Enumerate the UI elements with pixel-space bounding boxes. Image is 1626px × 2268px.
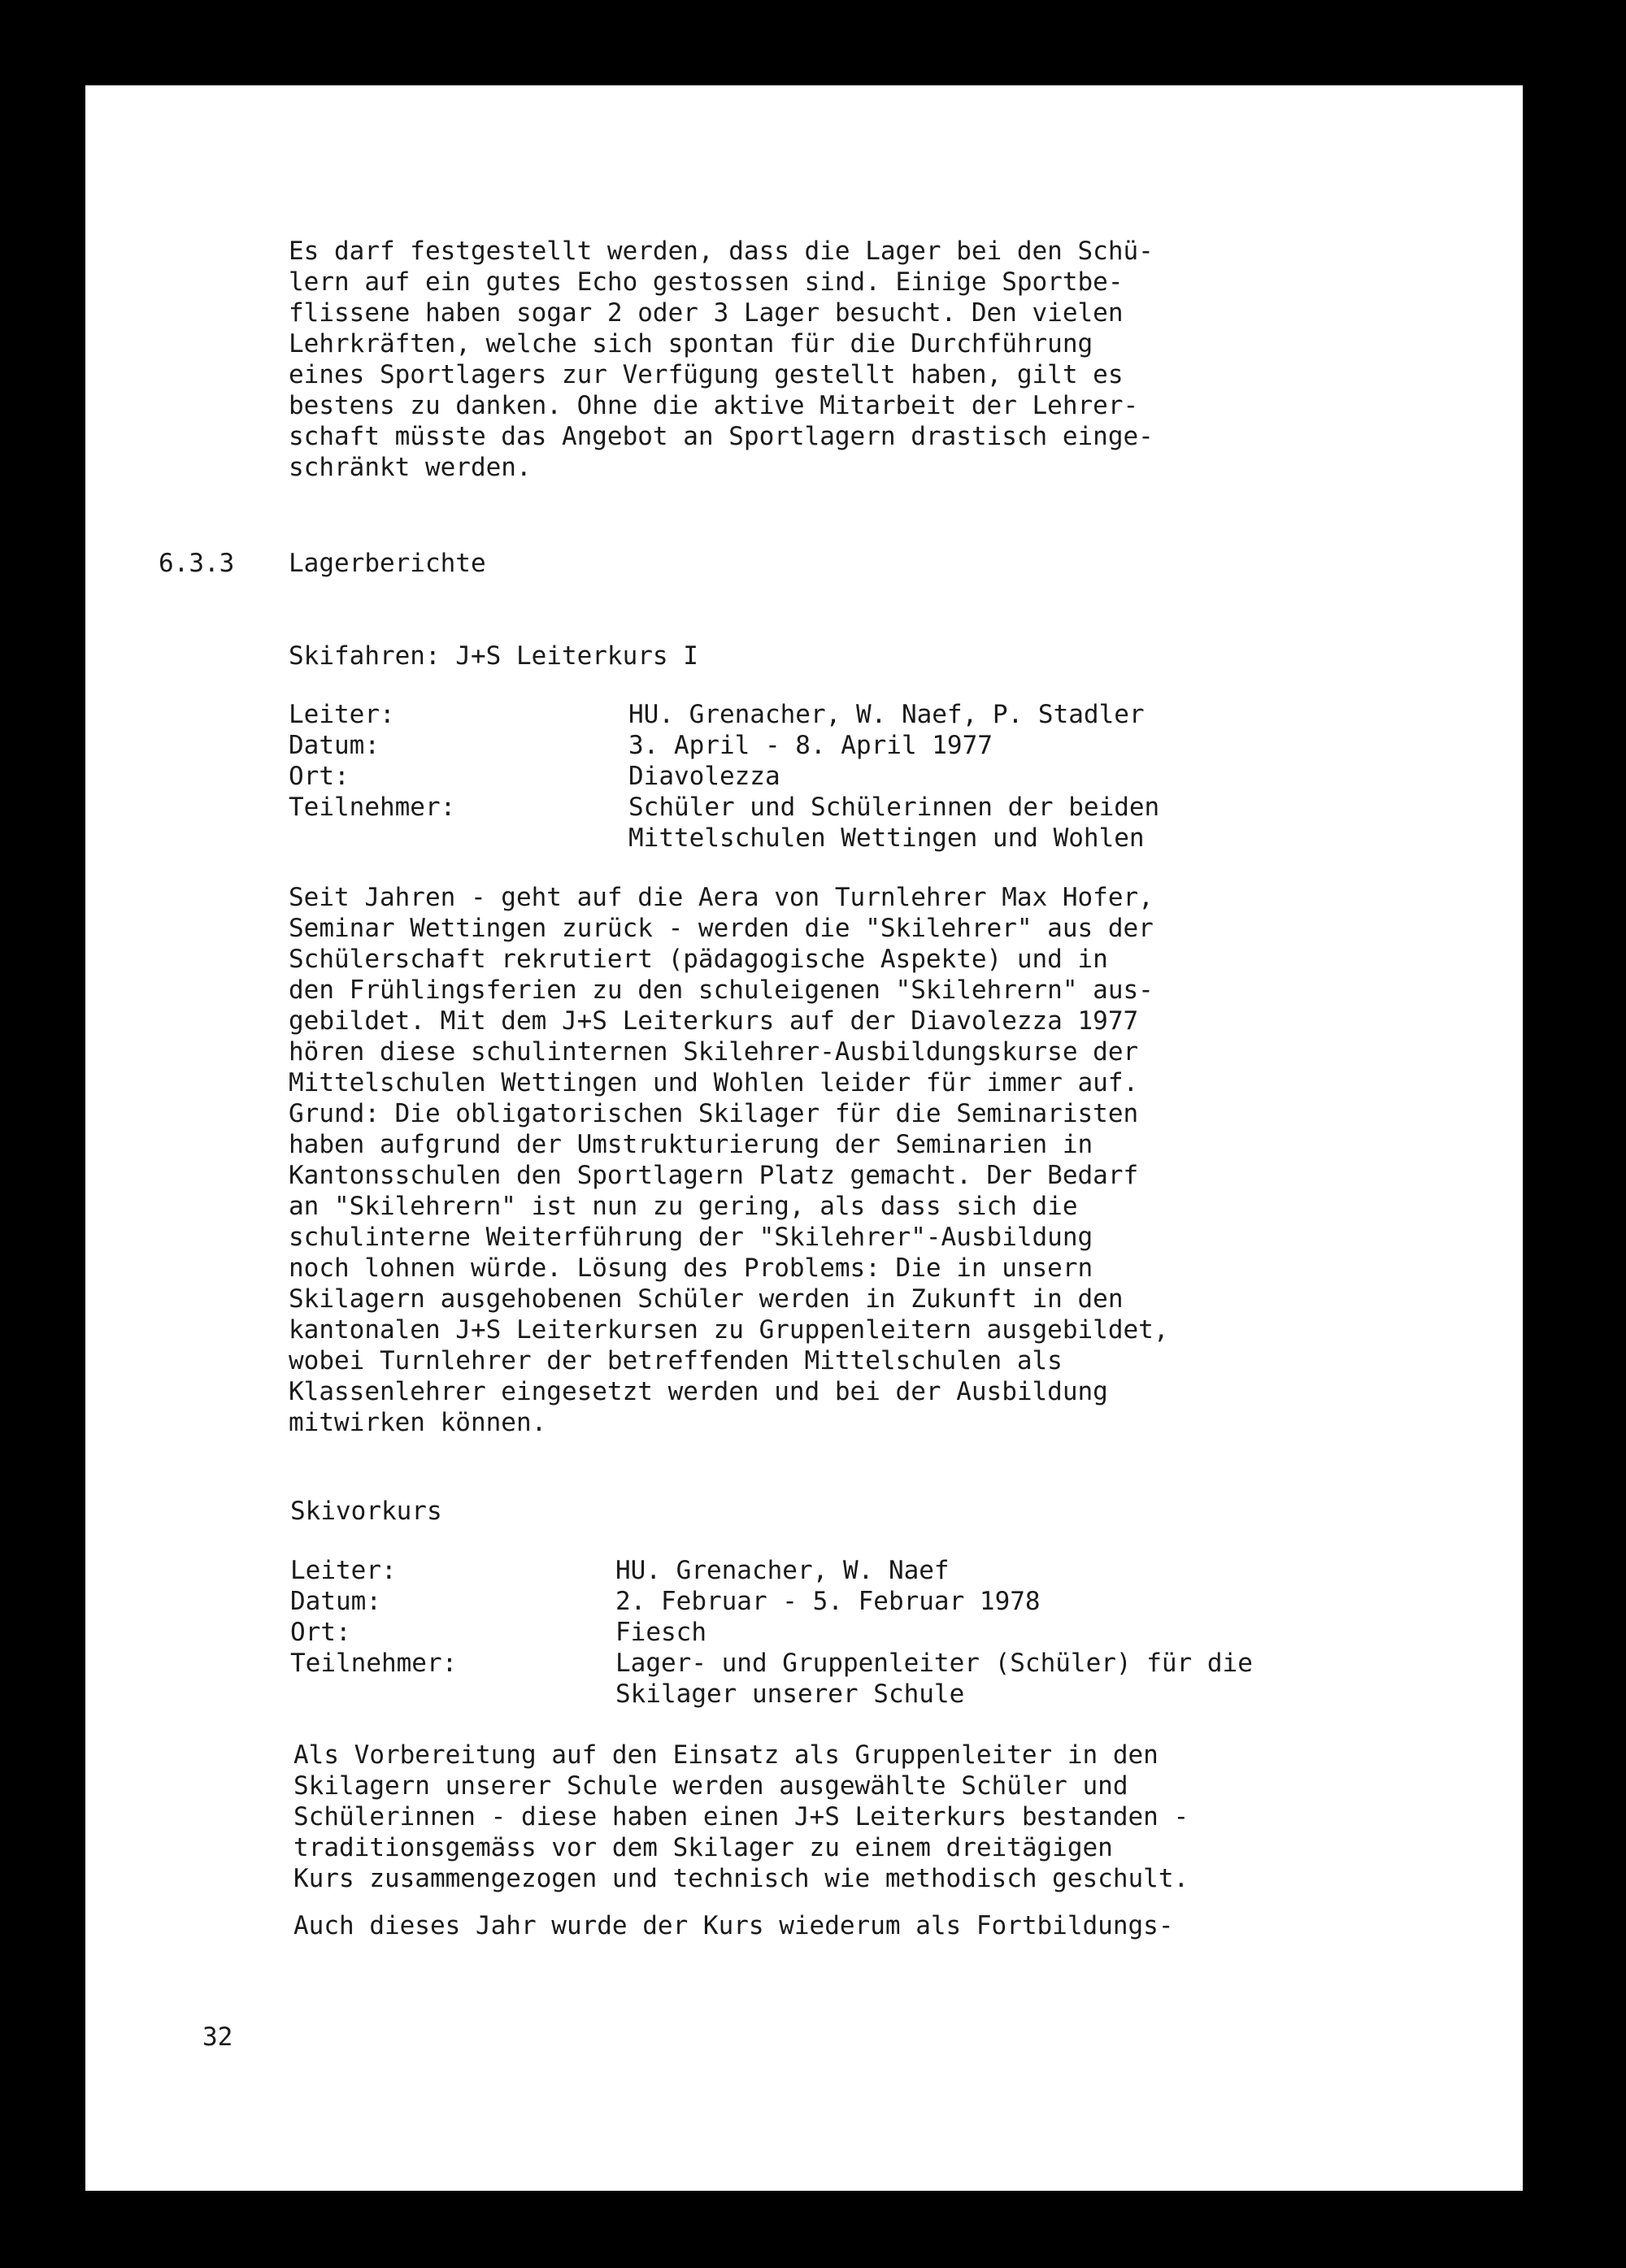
section-title: Lagerberichte [289,549,486,578]
report1-body-line: schulinterne Weiterführung der "Skilehrer"-Ausbildung [289,1223,1093,1252]
report2-info-row [290,1679,1469,1710]
report1-body-line: Skilagern ausgehobenen Schüler werden in Zukunft in den [289,1284,1124,1314]
info-value: Diavolezza [628,762,780,791]
info-value: Fiesch [615,1618,706,1647]
report1-body-line: Schülerschaft rekrutiert (pädagogische Aspekte) und in [289,945,1108,974]
info-label: Leiter: [290,1556,397,1585]
info-label: Ort: [289,762,350,791]
report2-body [293,1740,1189,1894]
info-label: Ort: [290,1618,351,1647]
intro-paragraph-line: bestens zu danken. Ohne die aktive Mitarbeit der Lehrer- [289,391,1139,420]
report1-body-line: Mittelschulen Wettingen und Wohlen leider für immer auf. [289,1068,1139,1097]
report1-info-block [289,699,1467,862]
intro-paragraph-line: Lehrkräften, welche sich spontan für die Durchführung [289,329,1093,358]
intro-paragraph-line: lern auf ein gutes Echo gestossen sind. Einige Sportbe- [289,267,1124,297]
report1-heading: Skifahren: J+S Leiterkurs I [289,641,698,671]
report1-body-line: kantonalen J+S Leiterkursen zu Gruppenleitern ausgebildet, [289,1315,1169,1345]
report1-body-line: Klassenlehrer eingesetzt werden und bei der Ausbildung [289,1377,1108,1406]
report2-info-row [290,1555,1469,1586]
section-number: 6.3.3 [159,549,235,578]
intro-paragraph-line: Es darf festgestellt werden, dass die Lager bei den Schü- [289,237,1154,266]
report1-body [289,882,1169,1438]
info-value: Skilager unserer Schule [615,1679,965,1709]
info-label: Teilnehmer: [289,793,456,822]
info-label: Leiter: [289,700,395,729]
report1-body-line: mitwirken können. [289,1408,547,1437]
report1-body-line: Kantonsschulen den Sportlagern Platz gemacht. Der Bedarf [289,1161,1139,1190]
report1-info-row [289,823,1467,854]
report1-info-row [289,699,1467,730]
info-value: Schüler und Schülerinnen der beiden [628,793,1160,822]
report1-body-line: den Frühlingsferien zu den schuleigenen "Skilehrern" aus- [289,975,1154,1005]
intro-paragraph-line: schaft müsste das Angebot an Sportlagern drastisch einge- [289,422,1154,451]
intro-paragraph-line: flissene haben sogar 2 oder 3 Lager besucht. Den vielen [289,298,1124,328]
intro-paragraph-line: eines Sportlagers zur Verfügung gestellt haben, gilt es [289,360,1124,389]
report1-body-line: haben aufgrund der Umstrukturierung der Seminarien in [289,1130,1093,1159]
report2-body-line: Skilagern unserer Schule werden ausgewählte Schüler und [293,1771,1128,1801]
report1-body-line: Seminar Wettingen zurück - werden die "Skilehrer" aus der [289,914,1154,943]
report2-info-row [290,1648,1469,1679]
info-value: Mittelschulen Wettingen und Wohlen [628,823,1145,853]
info-value: HU. Grenacher, W. Naef, P. Stadler [628,700,1145,729]
report1-body-line: Grund: Die obligatorischen Skilager für die Seminaristen [289,1099,1139,1128]
page-number: 32 [202,2023,233,2052]
report1-body-line: noch lohnen würde. Lösung des Problems: Die in unsern [289,1253,1093,1283]
report2-body-line: traditionsgemäss vor dem Skilager zu einem dreitägigen [293,1833,1113,1862]
report1-body-line: an "Skilehrern" ist nun zu gering, als dass sich die [289,1192,1078,1221]
report2-body-line: Schülerinnen - diese haben einen J+S Leiterkurs bestanden - [293,1802,1189,1831]
report1-body-line: Seit Jahren - geht auf die Aera von Turnlehrer Max Hofer, [289,883,1154,912]
info-label: Datum: [289,731,380,760]
report2-info-row [290,1586,1469,1617]
report2-info-row [290,1617,1469,1648]
report2-body-line: Kurs zusammengezogen und technisch wie methodisch geschult. [293,1864,1189,1893]
info-label: Teilnehmer: [290,1649,458,1678]
report2-heading: Skivorkurs [290,1497,442,1526]
info-value: 3. April - 8. April 1977 [628,731,993,760]
report1-info-row [289,761,1467,792]
info-value: HU. Grenacher, W. Naef [615,1556,950,1585]
info-value: 2. Februar - 5. Februar 1978 [615,1587,1041,1616]
report1-info-row [289,730,1467,761]
report1-body-line: hören diese schulinternen Skilehrer-Ausbildungskurse der [289,1037,1139,1067]
report1-info-row [289,792,1467,823]
report2-body-line: Als Vorbereitung auf den Einsatz als Gruppenleiter in den [293,1740,1159,1770]
report2-info-block [290,1555,1469,1718]
report2-continuation: Auch dieses Jahr wurde der Kurs wiederum als Fortbildungs- [293,1911,1174,1940]
intro-paragraph [289,236,1154,483]
info-value: Lager- und Gruppenleiter (Schüler) für die [615,1649,1253,1678]
report1-body-line: wobei Turnlehrer der betreffenden Mittelschulen als [289,1346,1063,1375]
info-label: Datum: [290,1587,381,1616]
document-page [85,85,1523,2191]
report1-body-line: gebildet. Mit dem J+S Leiterkurs auf der Diavolezza 1977 [289,1006,1139,1036]
intro-paragraph-line: schränkt werden. [289,453,532,482]
